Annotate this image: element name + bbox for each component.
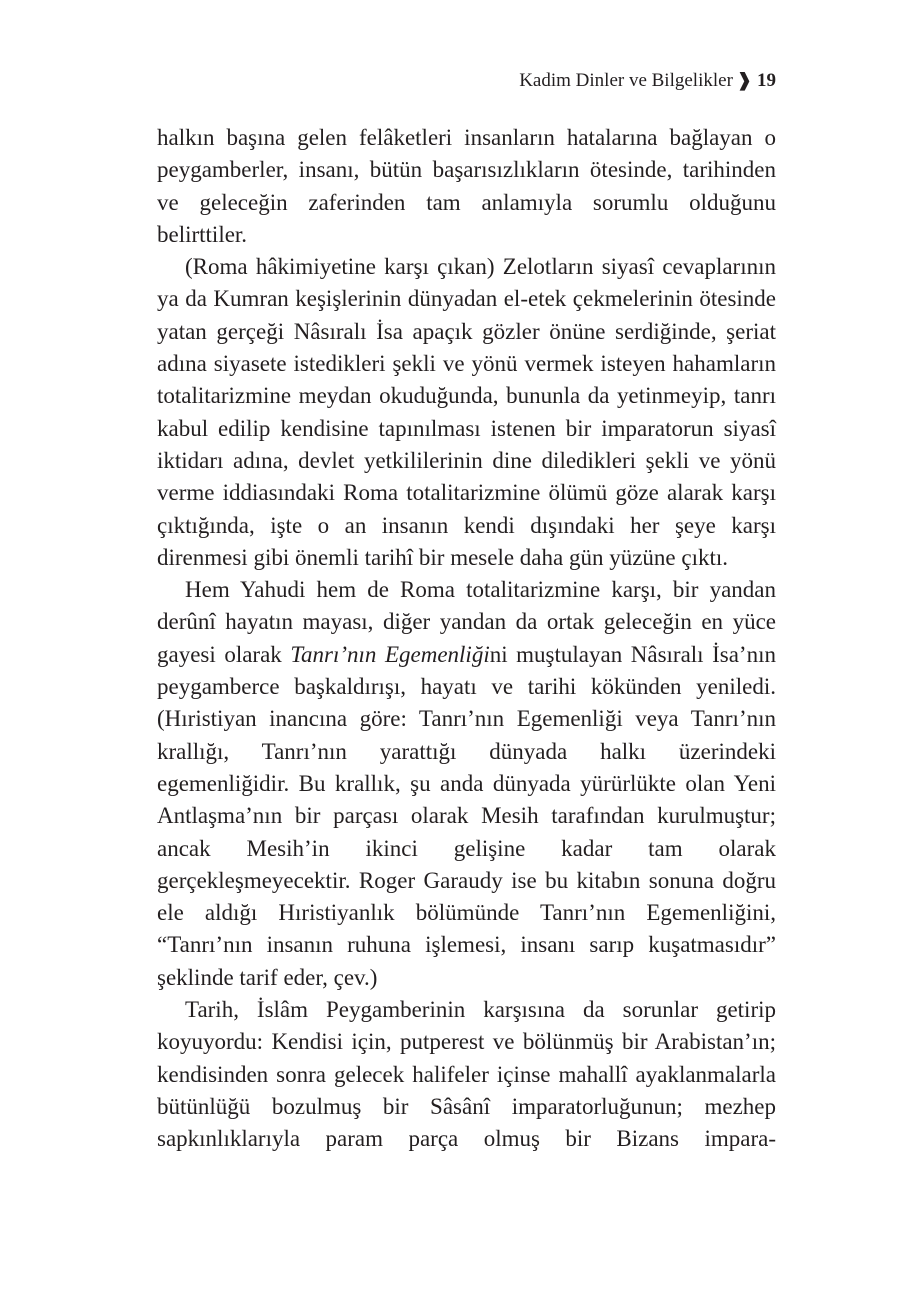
paragraph-4: Tarih, İslâm Peygamberinin karşısına da sorunlar getirip koyuyordu: Kendisi için, putperest ve bölünmüş bir Arabistan’ın; kendisinden sonra gelecek halifeler içinse mahallî ayaklanmalarla bütünlüğü bozulmuş bir Sâsânî imparatorluğunun; mezhep sapkınlıklarıyla param parça olmuş bir Bizans impara- [157, 997, 776, 1152]
header-separator-icon: ❱ [736, 70, 752, 90]
paragraph-2: (Roma hâkimiyetine karşı çıkan) Zelotların siyasî cevaplarının ya da Kumran keşişlerinin dünyadan el-etek çekmelerinin ötesinde yatan gerçeği Nâsıralı İsa apaçık gözler önüne serdiğinde, şeriat adına siyasete istedikleri şekli ve yönü vermek isteyen hahamların totalitarizmine meydan okuduğunda, bununla da yetinmeyip, tanrı kabul edilip kendisine tapınılması istenen bir imparatorun siyasî iktidarı adına, devlet yetkililerinin dine diledikleri şekli ve yönü verme iddiasındaki Roma totalitarizmine ölümü göze alarak karşı çıktığında, işte o an insanın kendi dışındaki her şeye karşı direnmesi gibi önemli tarihî bir mesele daha gün yüzüne çıktı. [157, 254, 776, 570]
paragraph-3-part-2: ni muştulayan Nâsıralı İsa’nın peygamberce başkaldırışı, hayatı ve tarihi kökünden yeniledi. (Hıristiyan inancına göre: Tanrı’nın Egemenliği veya Tanrı’nın krallığı, Tanrı’nın yarattığı dünyada halkı üzerindeki egemenliğidir. Bu krallık, şu anda dünyada yürürlükte olan Yeni Antlaşma’nın bir parçası olarak Mesih tarafından kurulmuştur; ancak Mesih’in ikinci gelişine kadar tam olarak gerçekleşmeyecektir. Roger Garaudy ise bu kitabın sonuna doğru ele aldığı Hıristiyanlık bölümünde Tanrı’nın Egemenliğini, “Tanrı’nın insanın ruhuna işlemesi, insanı sarıp kuşatmasıdır” şeklinde tarif eder, çev.) [157, 641, 776, 990]
paragraph-3 [157, 574, 776, 994]
italic-term: Tanrı’nın Egemenliği [290, 641, 490, 667]
page-number: 19 [757, 70, 776, 91]
paragraph-3-part-1: Hem Yahudi hem de Roma totalitarizmine karşı, bir yandan derûnî hayatın mayası, diğer yandan da ortak geleceğin en yüce gayesi olarak [157, 577, 776, 667]
body-text [157, 122, 776, 1156]
running-header [519, 68, 776, 93]
paragraph-1: halkın başına gelen felâketleri insanların hatalarına bağlayan o peygamberler, insanı, bütün başarısızlıkların ötesinde, tarihinden ve geleceğin zaferinden tam anlamıyla sorumlu olduğunu belirttiler. [157, 125, 776, 247]
book-title: Kadim Dinler ve Bilgelikler [519, 70, 733, 91]
